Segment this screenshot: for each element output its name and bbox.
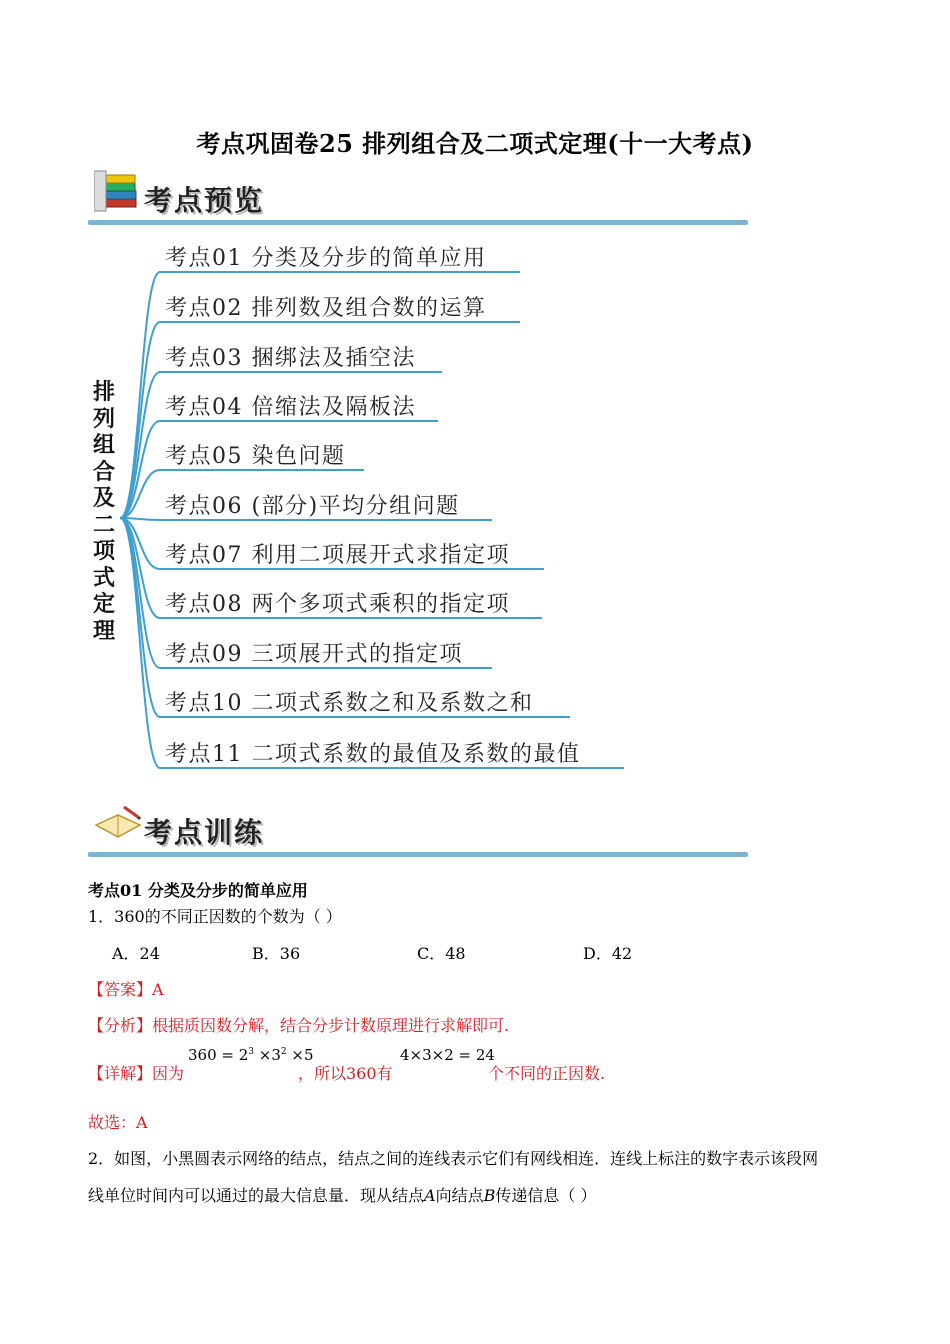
- mindmap-node: 考点05 染色问题: [165, 444, 346, 469]
- node-b-var: B: [483, 1186, 496, 1205]
- detail-middle: ，所以360有: [298, 1064, 393, 1083]
- option-b: B．36: [252, 944, 301, 963]
- detail-line: [88, 1061, 184, 1084]
- mindmap-root-char: 组: [92, 433, 115, 458]
- detail-suffix: 个不同的正因数.: [488, 1064, 606, 1083]
- analysis-text: 根据质因数分解，结合分步计数原理进行求解即可.: [152, 1016, 510, 1035]
- mindmap-root-char: 列: [92, 406, 115, 432]
- banner-divider: [88, 852, 748, 857]
- question-2-line-1: 2．如图，小黑圆表示网络的结点，结点之间的连线表示它们有网线相连．连线上标注的数字表示该段网: [88, 1149, 819, 1168]
- mindmap-root: [90, 380, 118, 645]
- choose-line: 故选：A: [88, 1113, 148, 1132]
- document-title: 考点巩固卷25 排列组合及二项式定理(十一大考点): [196, 129, 754, 158]
- mindmap-node: 考点01 分类及分步的简单应用: [165, 246, 487, 271]
- training-banner-label: 考点训练: [144, 816, 265, 849]
- mindmap-root-char: 理: [92, 618, 115, 644]
- mindmap-node: 考点06 (部分)平均分组问题: [165, 494, 460, 519]
- books-icon: [94, 169, 142, 217]
- mindmap-root-char: 二: [92, 512, 115, 538]
- option-a: A．24: [112, 944, 160, 963]
- formula-divisor-count: 4×3×2 = 24: [400, 1046, 495, 1064]
- answer-line: [88, 977, 164, 1000]
- mindmap-root-char: 及: [92, 486, 115, 511]
- preview-banner: [88, 165, 748, 225]
- training-banner: [88, 797, 748, 857]
- mindmap-node: 考点04 倍缩法及隔板法: [165, 395, 416, 420]
- analysis-tag: 【分析】: [88, 1016, 153, 1035]
- mindmap-root-char: 合: [92, 459, 115, 485]
- node-a-var: A: [424, 1186, 436, 1205]
- answer-tag: 【答案】: [88, 980, 153, 999]
- question-2-line-2: 线单位时间内可以通过的最大信息量．现从结点A向结点B传递信息（ ）: [88, 1186, 597, 1205]
- detail-prefix: 因为: [152, 1064, 185, 1083]
- option-c: C．48: [417, 944, 466, 963]
- formula-prime-factorization: $360 = 2^3 \times 3^2 \times 5$: [188, 1046, 314, 1064]
- mindmap-node: 考点03 捆绑法及插空法: [165, 346, 416, 371]
- mindmap-node: 考点09 三项展开式的指定项: [165, 642, 463, 667]
- analysis-line: [88, 1013, 509, 1036]
- detail-tag: 【详解】: [88, 1064, 153, 1083]
- mindmap-node: 考点10 二项式系数之和及系数之和: [165, 691, 534, 716]
- mindmap-root-char: 式: [92, 565, 115, 591]
- question-1-stem: 1．360的不同正因数的个数为（ ）: [88, 907, 342, 926]
- mindmap-node: 考点07 利用二项展开式求指定项: [165, 543, 510, 568]
- mindmap-root-char: 定: [92, 592, 115, 617]
- notebook-pen-icon: [94, 803, 142, 849]
- section-heading: 考点01 分类及分步的简单应用: [88, 881, 308, 900]
- mindmap-root-char: 排: [92, 380, 115, 405]
- preview-banner-label: 考点预览: [144, 184, 265, 217]
- mindmap-node: 考点02 排列数及组合数的运算: [165, 296, 487, 321]
- option-d: D．42: [583, 944, 633, 963]
- mindmap-node: 考点08 两个多项式乘积的指定项: [165, 592, 510, 617]
- banner-divider: [88, 220, 748, 225]
- mindmap-node: 考点11 二项式系数的最值及系数的最值: [165, 742, 581, 767]
- mindmap-root-char: 项: [92, 539, 115, 564]
- answer-value: A: [152, 980, 164, 999]
